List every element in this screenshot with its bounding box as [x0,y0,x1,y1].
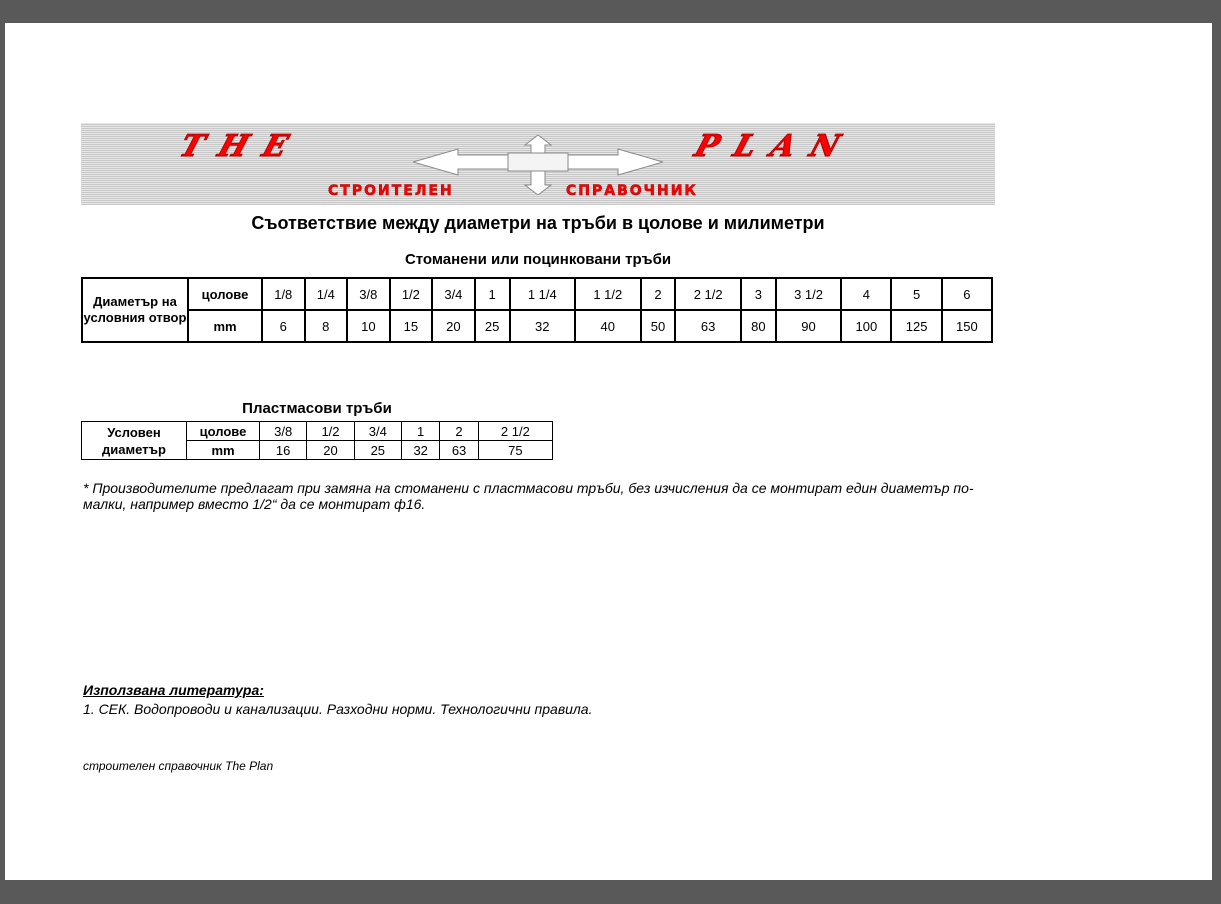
table-cell: 5 [891,278,941,310]
table-cell: 3 [741,278,776,310]
table-cell: 4 [841,278,891,310]
table-cell: 2 1/2 [675,278,741,310]
document-page [5,23,1212,880]
table-cell: 63 [675,310,741,342]
table-cell: 2 1/2 [478,422,552,441]
table-cell: 10 [347,310,390,342]
banner-plan-word: PLAN [690,129,861,164]
table-cell: 32 [401,441,439,460]
table-cell: 20 [307,441,354,460]
table-row [82,422,553,441]
inch-unit-label: цолове [187,422,260,441]
table-cell: 32 [510,310,576,342]
table-row [82,278,992,310]
literature-heading: Използвана литература: [83,682,264,698]
table-cell: 1/4 [305,278,348,310]
table-cell: 2 [440,422,478,441]
table-cell: 40 [575,310,641,342]
table-cell: 3/8 [260,422,307,441]
table-cell: 75 [478,441,552,460]
table-cell: 3 1/2 [776,278,842,310]
steel-table-heading: Стоманени или поцинковани тръби [404,251,672,268]
mm-unit-label: mm [188,310,262,342]
plastic-table-heading: Пластмасови тръби [242,400,392,417]
table-cell: 1/2 [390,278,433,310]
table-cell: 63 [440,441,478,460]
the-plan-banner [81,123,995,205]
banner-the-word: THE [175,129,309,164]
table-cell: 1 [401,422,439,441]
table-cell: 20 [432,310,475,342]
table-cell: 90 [776,310,842,342]
table-cell: 125 [891,310,941,342]
page-title: Съответствие между диаметри на тръби в цолове и милиметри [251,213,825,233]
table-cell: 1 [475,278,510,310]
page-footer: строителен справочник The Plan [83,759,274,773]
table-cell: 3/8 [347,278,390,310]
mm-unit-label: mm [187,441,260,460]
table-cell: 3/4 [432,278,475,310]
table-cell: 16 [260,441,307,460]
steel-row-label: Диаметър на условния отвор [82,278,188,342]
plastic-pipes-table [81,421,553,460]
banner-subtitle-right: СПРАВОЧНИК [566,183,698,199]
table-cell: 100 [841,310,891,342]
steel-pipes-table [81,277,993,343]
banner-subtitle-left: СТРОИТЕЛЕН [328,183,454,199]
inch-unit-label: цолове [188,278,262,310]
table-cell: 1 1/4 [510,278,576,310]
table-row [82,310,992,342]
table-cell: 1/8 [262,278,305,310]
table-cell: 50 [641,310,676,342]
table-cell: 15 [390,310,433,342]
footnote: * Производителите предлагат при замяна на стоманени с пластмасови тръби, без изчисления да се монтират един диаметър по-малки, например вместо 1/2“ да се монтират ф16. [83,480,974,512]
literature-item: 1. СЕК. Водопроводи и канализации. Разходни норми. Технологични правила. [83,701,593,717]
plastic-row-label: Условен диаметър [82,422,187,460]
table-cell: 1 1/2 [575,278,641,310]
table-cell: 1/2 [307,422,354,441]
table-cell: 8 [305,310,348,342]
table-cell: 6 [262,310,305,342]
table-cell: 25 [354,441,401,460]
table-cell: 3/4 [354,422,401,441]
table-cell: 6 [942,278,992,310]
table-cell: 80 [741,310,776,342]
table-cell: 25 [475,310,510,342]
table-cell: 150 [942,310,992,342]
table-cell: 2 [641,278,676,310]
